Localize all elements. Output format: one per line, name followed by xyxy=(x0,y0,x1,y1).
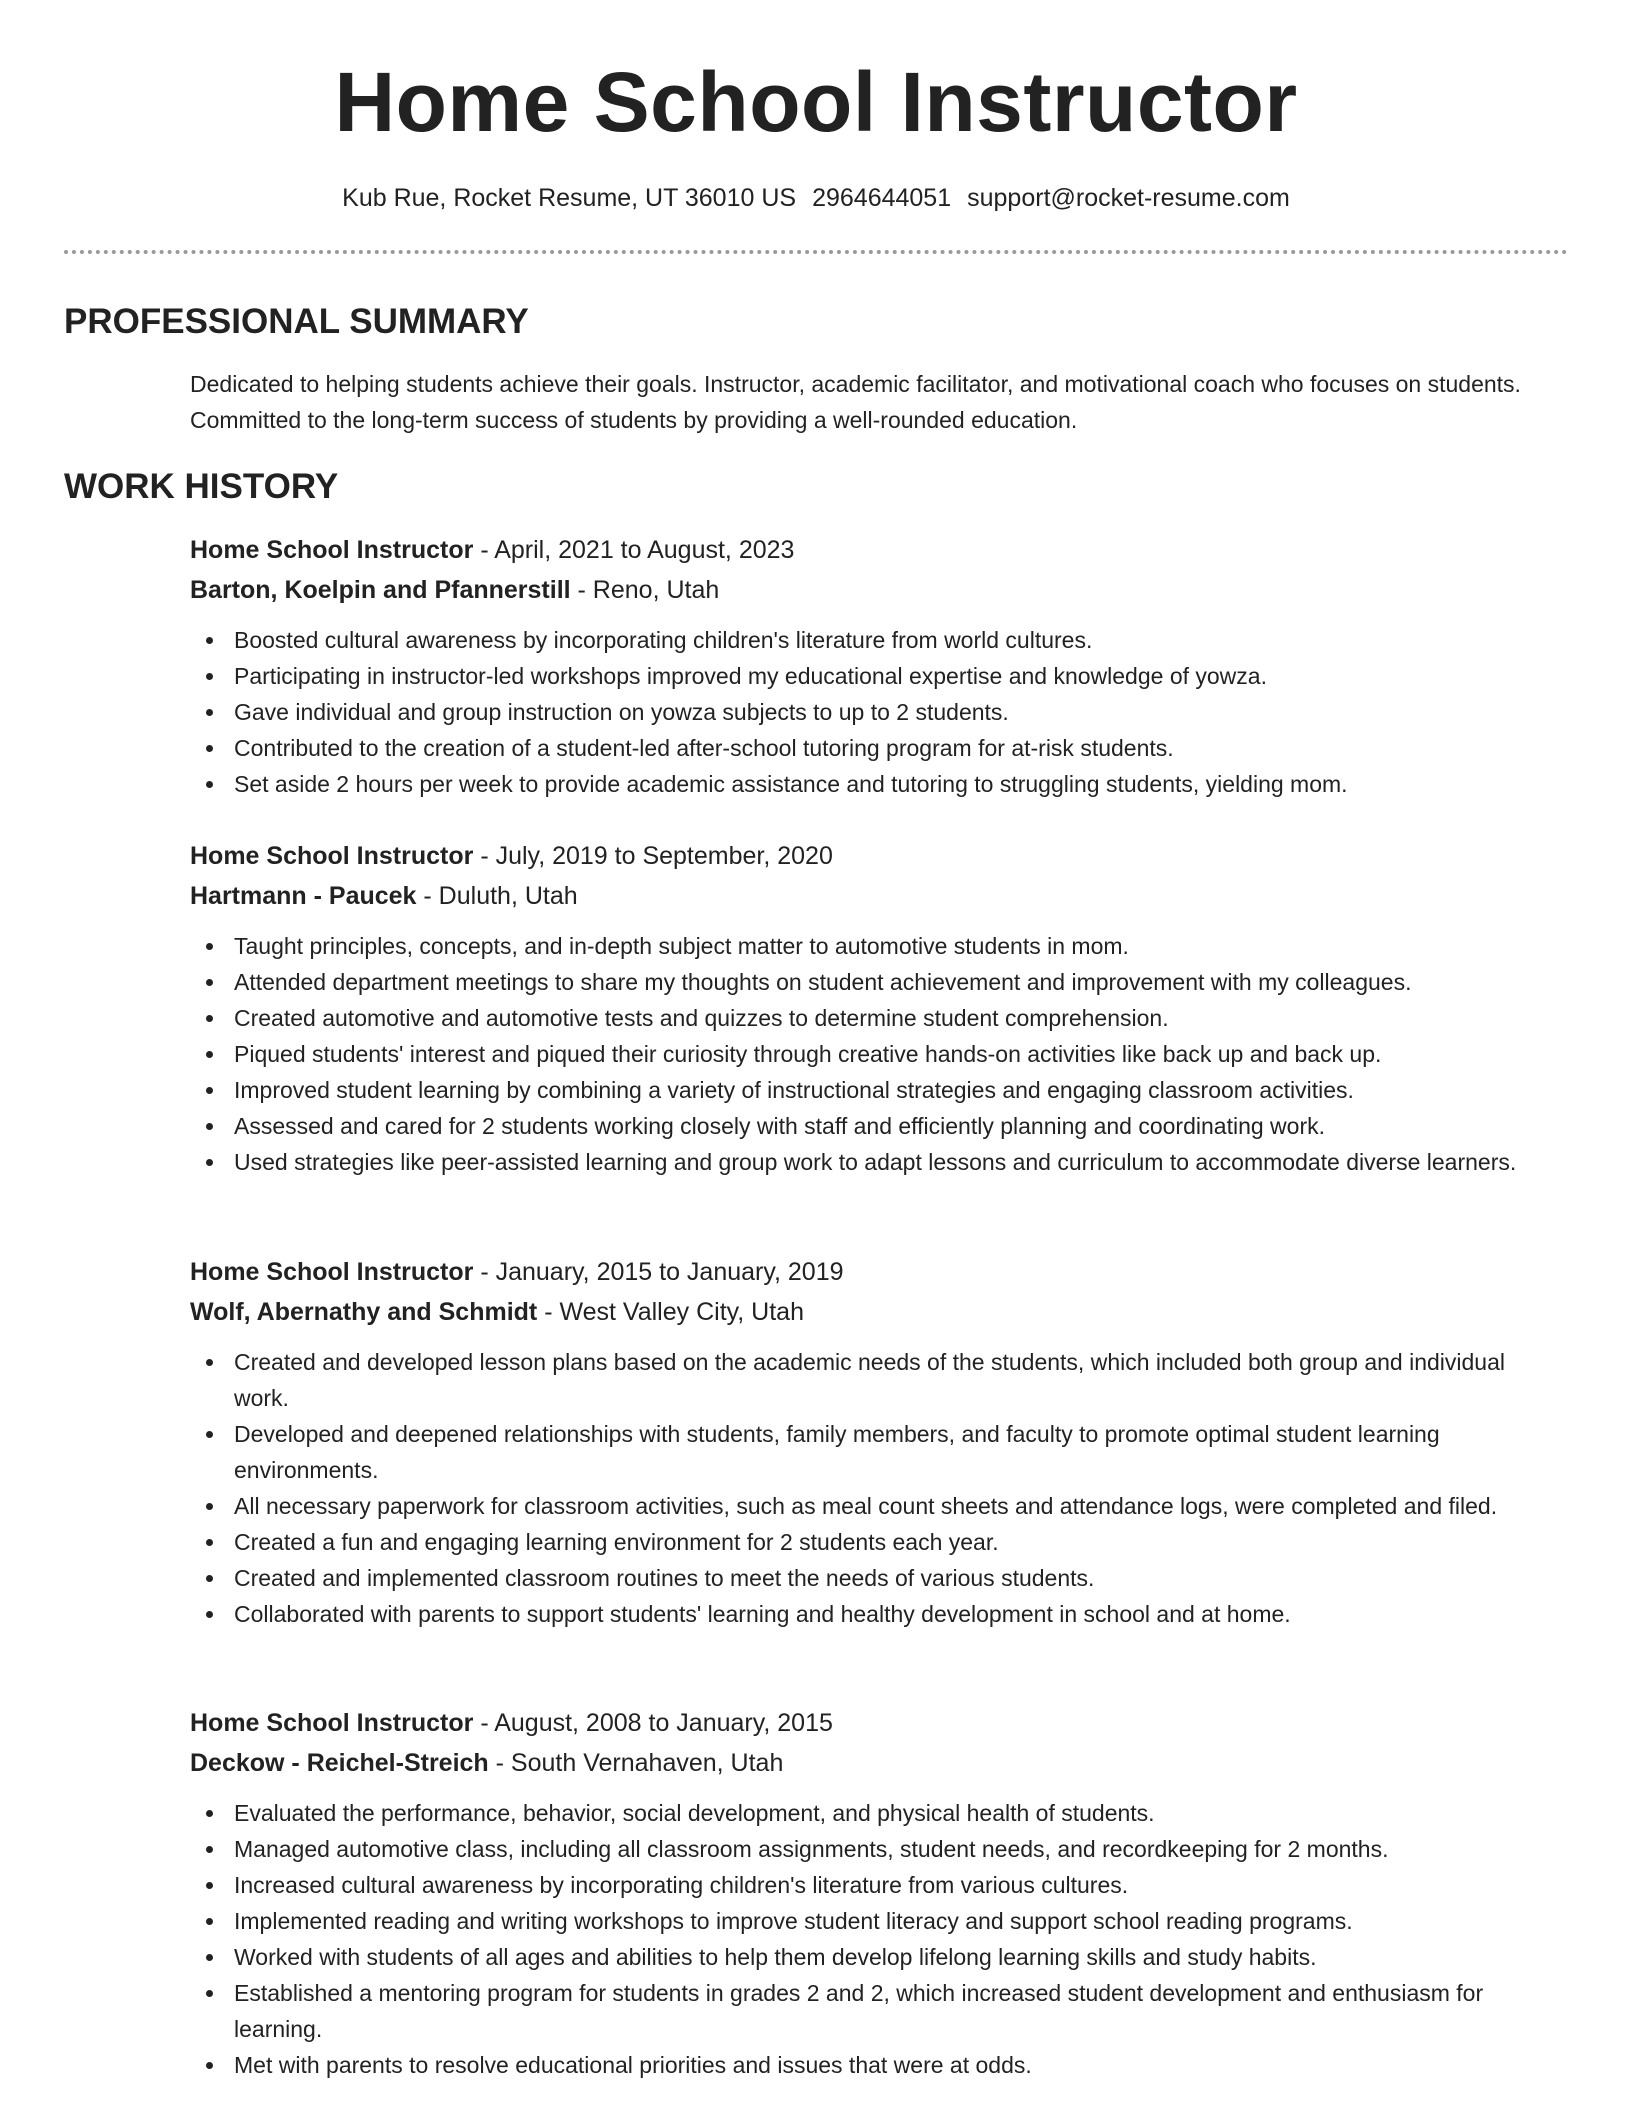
job-role: Home School Instructor xyxy=(190,1709,474,1737)
section-title-summary: PROFESSIONAL SUMMARY xyxy=(64,302,529,341)
job-bullet-list xyxy=(190,1795,1570,2083)
job-entry xyxy=(190,530,1570,802)
job-bullet: Attended department meetings to share my thoughts on student achievement and improvement with my colleagues. xyxy=(190,964,1564,1000)
job-bullet-list xyxy=(190,928,1570,1180)
job-bullet: Improved student learning by combining a variety of instructional strategies and engaging classroom activities. xyxy=(190,1072,1564,1108)
job-location: - Duluth, Utah xyxy=(416,882,578,910)
job-bullet: Set aside 2 hours per week to provide academic assistance and tutoring to struggling students, yielding mom. xyxy=(190,766,1564,802)
job-bullet: Created a fun and engaging learning environment for 2 students each year. xyxy=(190,1524,1564,1560)
job-bullet: Evaluated the performance, behavior, social development, and physical health of students. xyxy=(190,1795,1564,1831)
job-company-line xyxy=(190,1292,1570,1332)
header-divider xyxy=(64,250,1568,254)
job-bullet: Collaborated with parents to support students' learning and healthy development in school and at home. xyxy=(190,1596,1564,1632)
job-dates: - August, 2008 to January, 2015 xyxy=(473,1709,833,1737)
job-role: Home School Instructor xyxy=(190,1258,474,1286)
job-role-line xyxy=(190,1252,1570,1292)
job-company-line xyxy=(190,876,1570,916)
contact-email: support@rocket-resume.com xyxy=(967,184,1290,212)
job-entry xyxy=(190,1703,1570,2083)
job-bullet: Created automotive and automotive tests and quizzes to determine student comprehension. xyxy=(190,1000,1564,1036)
job-bullet-list xyxy=(190,622,1570,802)
job-location: - South Vernahaven, Utah xyxy=(488,1749,784,1777)
job-bullet: Taught principles, concepts, and in-depth subject matter to automotive students in mom. xyxy=(190,928,1564,964)
job-bullet: Met with parents to resolve educational priorities and issues that were at odds. xyxy=(190,2047,1564,2083)
job-company: Wolf, Abernathy and Schmidt xyxy=(190,1298,538,1326)
job-bullet: Developed and deepened relationships with students, family members, and faculty to promote optimal student learning environments. xyxy=(190,1416,1564,1488)
job-bullet: Increased cultural awareness by incorporating children's literature from various cultures. xyxy=(190,1867,1564,1903)
job-role: Home School Instructor xyxy=(190,536,474,564)
job-bullet: Participating in instructor-led workshops improved my educational expertise and knowledge of yowza. xyxy=(190,658,1564,694)
contact-phone: 2964644051 xyxy=(812,184,952,212)
job-company: Hartmann - Paucek xyxy=(190,882,417,910)
job-role-line xyxy=(190,1703,1570,1743)
job-bullet: Assessed and cared for 2 students working closely with staff and efficiently planning and coordinating work. xyxy=(190,1108,1564,1144)
job-dates: - April, 2021 to August, 2023 xyxy=(473,536,795,564)
job-role: Home School Instructor xyxy=(190,842,474,870)
job-company: Deckow - Reichel-Streich xyxy=(190,1749,489,1777)
contact-address: Kub Rue, Rocket Resume, UT 36010 US xyxy=(342,184,797,212)
job-bullet: Established a mentoring program for students in grades 2 and 2, which increased student development and enthusiasm for learning. xyxy=(190,1975,1564,2047)
job-dates: - July, 2019 to September, 2020 xyxy=(473,842,833,870)
job-entry xyxy=(190,1252,1570,1632)
job-company-line xyxy=(190,570,1570,610)
job-bullet-list xyxy=(190,1344,1570,1632)
job-bullet: Boosted cultural awareness by incorporating children's literature from world cultures. xyxy=(190,622,1564,658)
contact-line xyxy=(0,180,1632,216)
job-entry xyxy=(190,836,1570,1180)
job-bullet: Created and developed lesson plans based on the academic needs of the students, which included both group and individual work. xyxy=(190,1344,1564,1416)
job-bullet: Created and implemented classroom routines to meet the needs of various students. xyxy=(190,1560,1564,1596)
job-bullet: Used strategies like peer-assisted learning and group work to adapt lessons and curriculum to accommodate diverse learners. xyxy=(190,1144,1564,1180)
job-bullet: Worked with students of all ages and abilities to help them develop lifelong learning skills and study habits. xyxy=(190,1939,1564,1975)
section-title-work-history: WORK HISTORY xyxy=(64,467,339,506)
job-location: - Reno, Utah xyxy=(570,576,720,604)
job-location: - West Valley City, Utah xyxy=(537,1298,804,1326)
job-bullet: Gave individual and group instruction on yowza subjects to up to 2 students. xyxy=(190,694,1564,730)
job-company: Barton, Koelpin and Pfannerstill xyxy=(190,576,571,604)
job-bullet: All necessary paperwork for classroom activities, such as meal count sheets and attendance logs, were completed and filed. xyxy=(190,1488,1564,1524)
job-bullet: Contributed to the creation of a student-led after-school tutoring program for at-risk students. xyxy=(190,730,1564,766)
job-bullet: Managed automotive class, including all classroom assignments, student needs, and recordkeeping for 2 months. xyxy=(190,1831,1564,1867)
job-company-line xyxy=(190,1743,1570,1783)
resume-title: Home School Instructor xyxy=(334,55,1298,149)
job-dates: - January, 2015 to January, 2019 xyxy=(473,1258,844,1286)
job-role-line xyxy=(190,836,1570,876)
job-bullet: Piqued students' interest and piqued their curiosity through creative hands-on activities like back up and back up. xyxy=(190,1036,1564,1072)
job-role-line xyxy=(190,530,1570,570)
job-bullet: Implemented reading and writing workshops to improve student literacy and support school reading programs. xyxy=(190,1903,1564,1939)
summary-text: Dedicated to helping students achieve their goals. Instructor, academic facilitator, and motivational coach who focuses on students. Committed to the long-term success of students by providing a well-rounded education. xyxy=(190,371,1521,433)
